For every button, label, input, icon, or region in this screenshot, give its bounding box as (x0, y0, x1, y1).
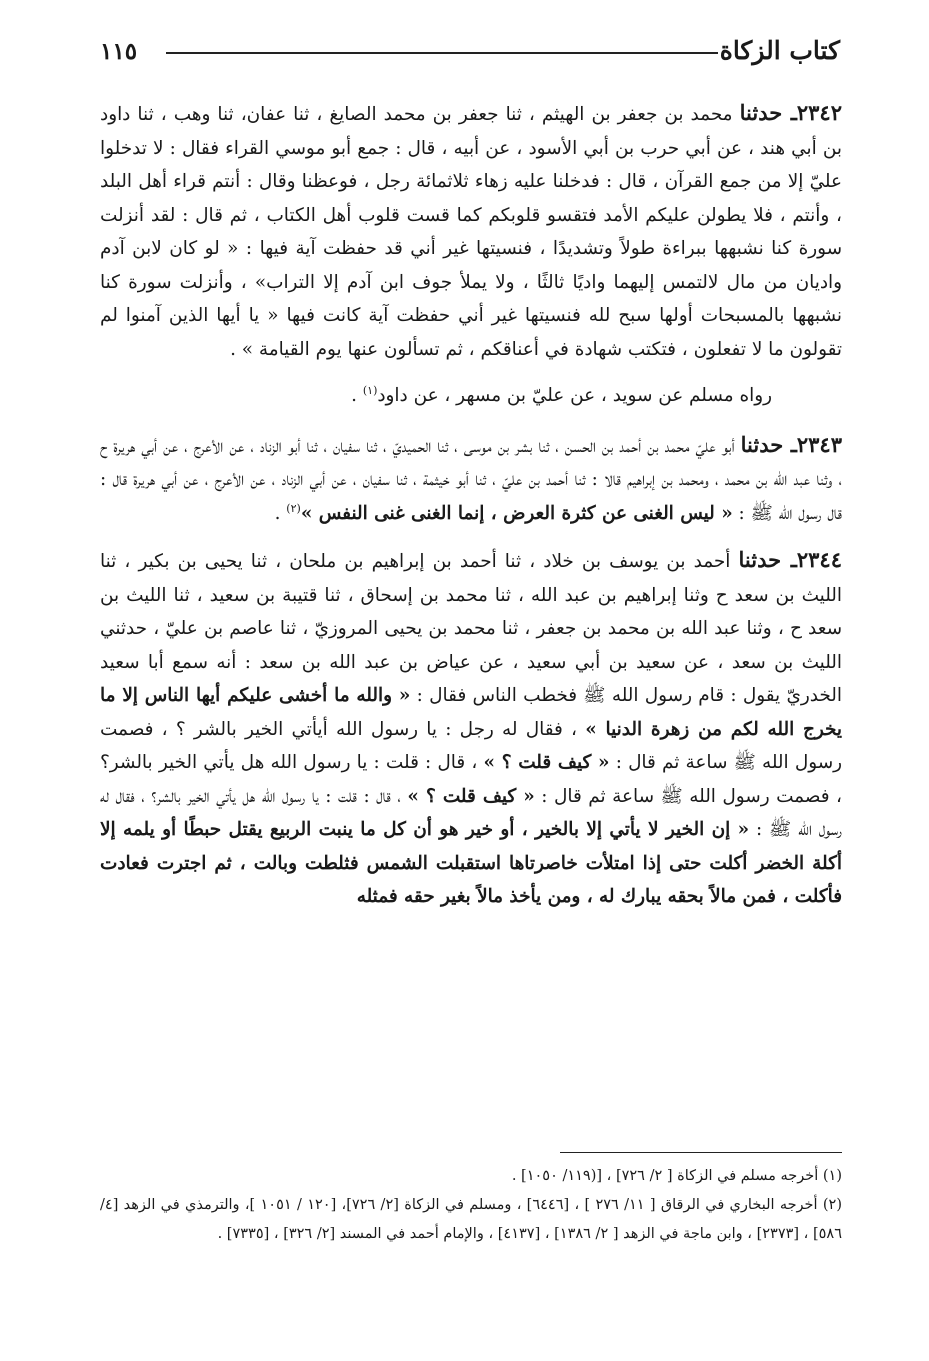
hadith-text: أبو عليّ محمد بن أحمد بن الحسن ، ثنا بشر بن موسى ، ثنا الحميديّ ، ثنا سفيان ، ثنا أبو الزناد ، عن الأعرج ، عن أبي هريرة ح ، وثنا عبد الله بن محمد ، ومحمد بن إبراهيم قالا : ثنا أحمد بن عليّ ، ثنا أبو خيثمة ، ثنا سفيان ، عن أبي الزناد ، عن الأعرج ، عن أبي هريرة قال : قال رسول الله ﷺ : (100, 435, 842, 524)
footnote-text: أخرجه البخاري في الرقاق [ ١١/ ٢٧٦ ] ، [٦٤٤٦] ، ومسلم في الزكاة [٢/ ٧٢٦]، [١٢٠ / ١٠٥١ ]، والترمذي في الزهد [٤/ ٥٨٦] ، [٢٣٧٣] ، وابن ماجة في الزهد [ ٢/ ١٣٨٦] ، [٤١٣٧] ، والإمام أحمد في المسند [٢/ ٣٢٦] ، [٧٣٣٥] . (100, 1197, 842, 1242)
footnote-text: أخرجه مسلم في الزكاة [ ٢/ ٧٢٦] ، [(١١٩/ ١٠٥٠] . (511, 1168, 819, 1184)
hadith-number: ٢٣٤٣ (796, 431, 842, 457)
hadith-2344 (100, 543, 842, 914)
footnote-mark: (١) (822, 1168, 842, 1184)
prophetic-saying: « إن الخير لا يأتي إلا بالخير ، أو خير هو أن كل ما ينبت الربيع يقتل حبطًا أو يلمه إلا أكلة الخضر أكلت حتى إذا امتلأت خاصرتاها استقبلت الشمس فثلطت وبالت ، ثم اجترت فعادت فأكلت ، فمن مالاً بحقه يبارك له ، ومن يأخذ مالاً بغير حقه فمثله (100, 819, 842, 907)
hadith-text: ، فقال له رجل : يا رسول الله أيأتي الخير بالشر ؟ ، فصمت رسول الله ﷺ ساعة ثم قال : (100, 718, 842, 773)
hadith-text: أحمد بن يوسف بن خلاد ، ثنا أحمد بن إبراهيم بن ملحان ، ثنا يحيى بن بكير ، ثنا الليث بن سعد ح وثنا إبراهيم بن عبد الله ، ثنا محمد بن إسحاق ، ثنا قتيبة بن سعيد ، ثنا الليث بن سعد ح ، وثنا عبد الله بن محمد بن جعفر ، ثنا محمد بن يحيى المروزيّ ، ثنا عاصم بن عليّ ، حدثني الليث بن سعد ، عن سعيد بن أبي سعيد ، عن عياض بن عبد الله بن سعد : أنه سمع أبا سعيد الخدريّ يقول : قام رسول الله ﷺ فخطب الناس فقال : (100, 551, 842, 706)
chapter-title: كتاب الزكاة (719, 36, 840, 65)
footnote-1 (100, 1162, 842, 1191)
prophetic-saying: « كيف قلت ؟ » (407, 785, 535, 807)
riwaya-text: رواه مسلم عن سويد ، عن عليّ بن مسهر ، عن داود (377, 385, 772, 406)
riwaya-end: . (351, 385, 363, 406)
hadith-text: محمد بن جعفر بن الهيثم ، ثنا جعفر بن محمد الصايغ ، ثنا عفان، ثنا وهب ، ثنا داود بن أبي هند ، عن أبي حرب بن أبي الأسود ، عن أبيه ، قال : جمع أبو موسي القراء فقال : لا تدخلوا عليّ إلا من جمع القرآن ، قال : فدخلنا عليه زهاء ثلاثمائة رجل ، فوعظنا وقال : أنتم قراء أهل البلد ، وأنتم ، فلا يطولن عليكم الأمد فتقسو قلوبكم كما قست قلوب أهل الكتاب ، ثم قال : لقد أنزلت سورة كنا نشبهها ببراءة طولاً وتشديدًا ، فنسيتها غير أني قد حفظت آية فيها : « لو كان لابن آدم واديان من مال لالتمس إليهما واديًا ثالثًا ، ولا يملأ جوف ابن آدم إلا التراب» ، وأنزلت سورة كنا نشبهها بالمسبحات أولها سبح لله فنسيتها غير أني حفظت آية كانت فيها « يا أيها الذين آمنوا لم تقولون ما لا تفعلون ، فتكتب شهادة في أعناقكم ، ثم تسألون عنها يوم القيامة » . (100, 104, 842, 360)
hadith-text: ، قال : قلت : يا رسول الله هل يأتي الخير بالشر؟ ، فصمت رسول الله ﷺ ساعة ثم قال : (100, 752, 842, 807)
footnote-2 (100, 1191, 842, 1249)
page-number: ١١٥ (100, 38, 138, 65)
header-rule (166, 52, 718, 54)
prophetic-saying: « والله ما أخشى عليكم أيها الناس إلا ما يخرج الله لكم من زهرة الدنيا » (100, 685, 842, 740)
footnote-rule (560, 1152, 842, 1153)
footnote-mark: (٢) (822, 1197, 843, 1213)
main-text (100, 96, 842, 927)
hadith-2342 (100, 96, 842, 366)
hadith-2343 (100, 428, 842, 531)
haddathana-label: ـ حدثنا (739, 100, 797, 125)
prophetic-saying: « كيف قلت ؟ » (483, 752, 610, 773)
prophetic-saying: « ليس الغنى عن كثرة العرض ، إنما الغنى غنى النفس » (300, 502, 733, 524)
hadith-text: ، قال : قلت : يا رسول الله هل يأتي الخير بالشر؟ ، فقال له رسول الله ﷺ : (100, 785, 842, 840)
hadith-number: ٢٣٤٤ (796, 547, 842, 572)
hadith-end: . (274, 502, 287, 524)
running-header (100, 30, 840, 70)
haddathana-label: ـ حدثنا (738, 547, 797, 572)
footnote-ref: (٢) (286, 501, 301, 515)
haddathana-label: ـ حدثنا (740, 431, 797, 457)
footnotes (100, 1162, 842, 1249)
hadith-number: ٢٣٤٢ (796, 100, 842, 125)
footnote-ref: (١) (362, 383, 378, 397)
riwaya-line (100, 379, 842, 413)
